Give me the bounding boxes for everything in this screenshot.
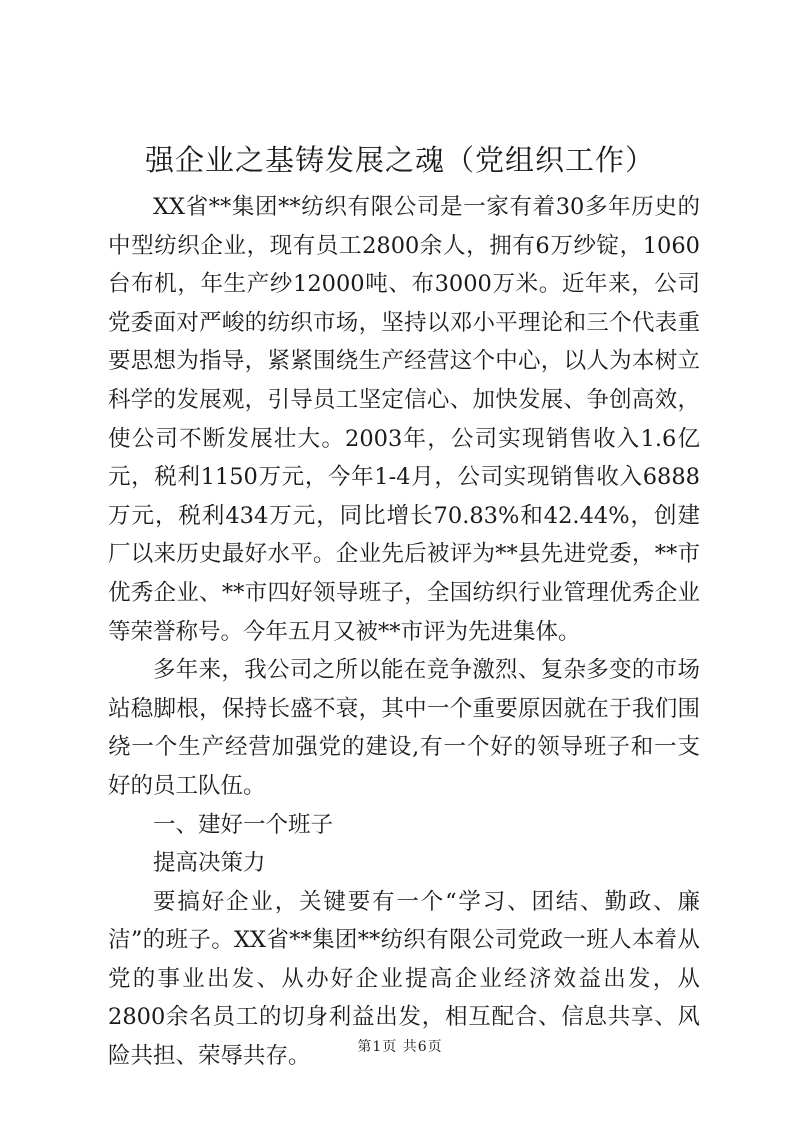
section-heading-build-team: 一、建好一个班子: [153, 811, 334, 838]
paragraph-company-intro: XX省**集团**纺织有限公司是一家有着30多年历史的中型纺织企业，现有员工2800余人，拥有6万纱锭，1060台布机，年生产纱12000吨、布3000万米。近年来，公司党委面对严峻的纺织市场，坚持以邓小平理论和三个代表重要思想为指导，紧紧围绕生产经营这个中心，以人为本树立科学的发展观，引导员工坚定信心、加快发展、争创高效，使公司不断发展壮大。2003年，公司实现销售收入1.6亿元，税利1150万元，今年1-4月，公司实现销售收入6888万元，税利434万元，同比增长70.83%和42.44%，创建厂以来历史最好水平。企业先后被评为**县先进党委，**市优秀企业、**市四好领导班子，全国纺织行业管理优秀企业等荣誉称号。今年五月又被**市评为先进集体。: [108, 194, 700, 645]
document-body: [108, 188, 700, 1076]
paragraph-leadership-team: 要搞好企业，关键要有一个“学习、团结、勤政、廉洁”的班子。XX省**集团**纺织有限公司党政一班人本着从党的事业出发、从办好企业提高企业经济效益出发，从2800余名员工的切身利益出发，相互配合、信息共享、风险共担、荣辱共存。: [108, 888, 700, 1070]
paragraph-success-reason: 多年来，我公司之所以能在竞争激烈、复杂多变的市场站稳脚根，保持长盛不衰，其中一个重要原因就在于我们围绕一个生产经营加强党的建设,有一个好的领导班子和一支好的员工队伍。: [108, 657, 700, 799]
page-number-footer: 第1页 共6页: [357, 1039, 443, 1055]
document-title: 强企业之基铸发展之魂（党组织工作）: [144, 143, 655, 177]
subheading-decision-making: 提高决策力: [153, 850, 266, 877]
